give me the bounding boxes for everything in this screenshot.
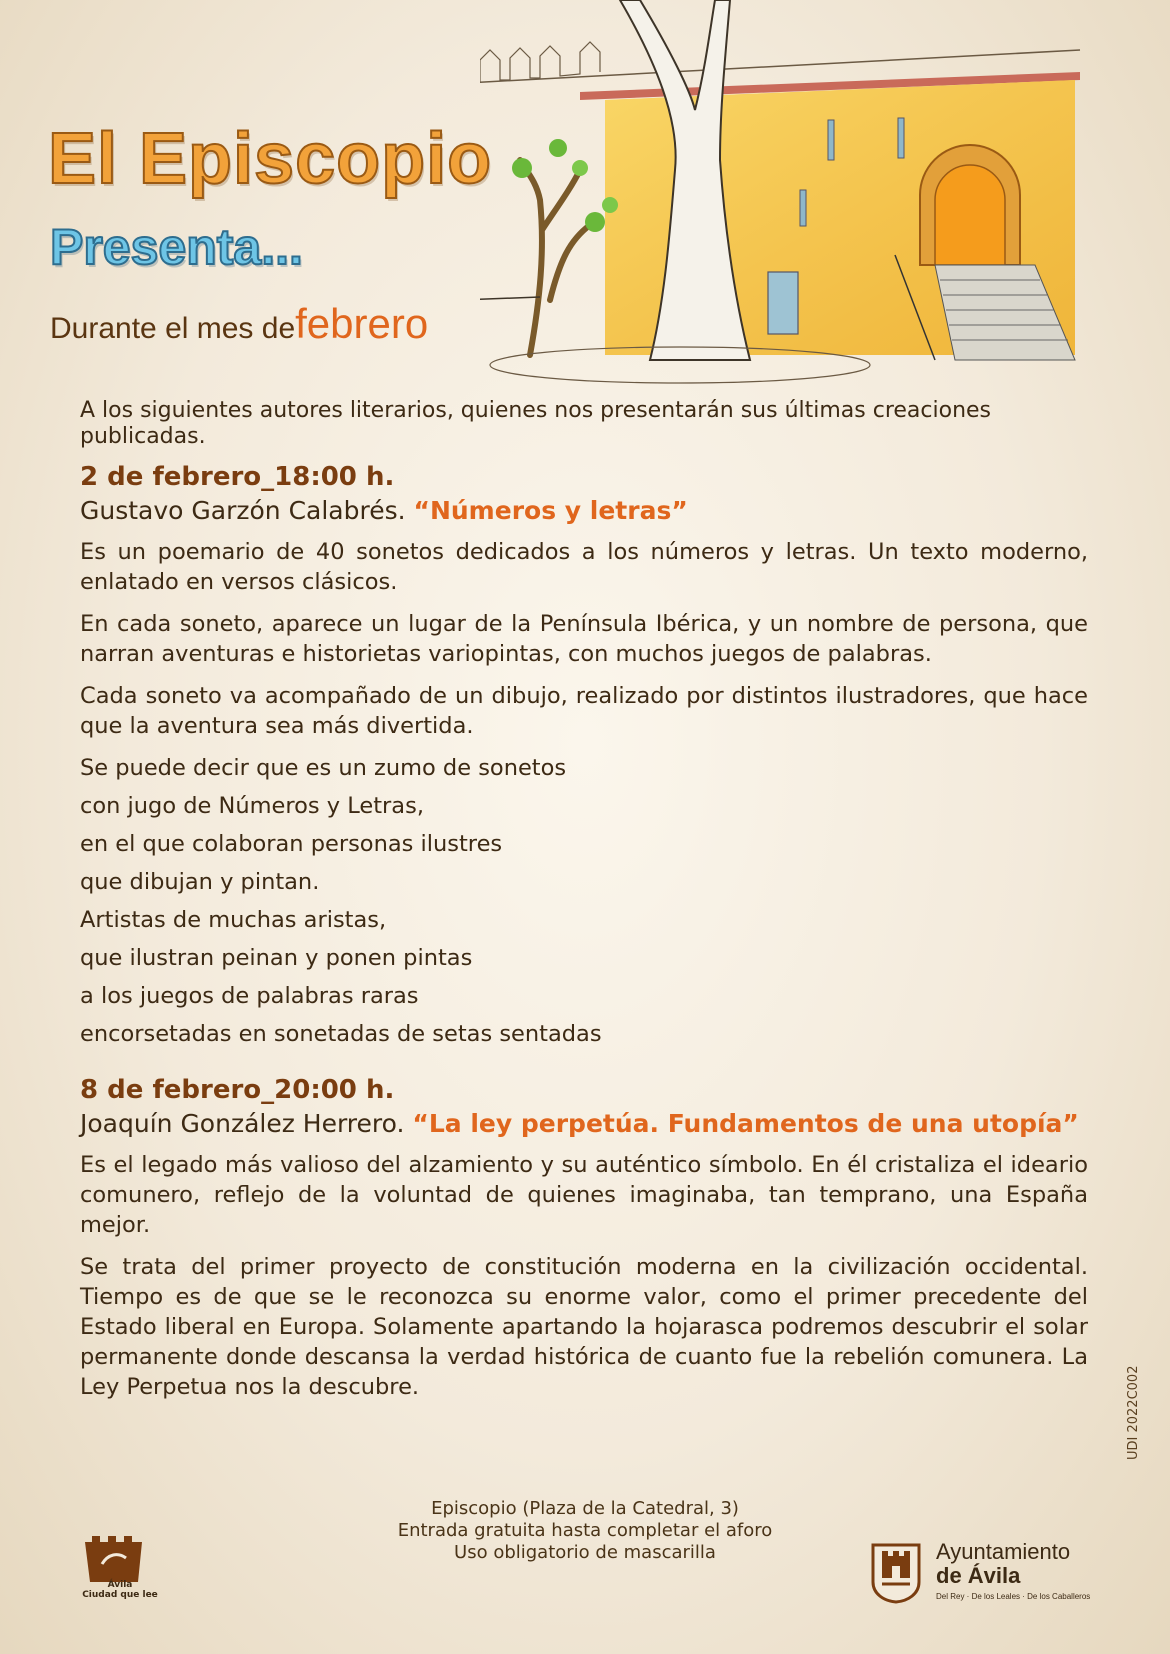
event-2-book: “La ley perpetúa. Fundamentos de una utopía” xyxy=(412,1109,1079,1138)
side-reference-code: UDI 2022C002 xyxy=(1126,1365,1141,1460)
header-title: El Episcopio xyxy=(48,119,493,199)
avila-logo-line1: Ávila xyxy=(107,1580,133,1590)
event-2-paragraph-1: Es el legado más valioso del alzamiento y su auténtico símbolo. En él cristaliza el ideario comunero, reflejo de la voluntad de quienes imaginaba, tan temprano, una España mejor. xyxy=(80,1152,1088,1238)
month-line xyxy=(50,300,428,348)
header-subtitle: Presenta... xyxy=(50,219,303,275)
intro-text: A los siguientes autores literarios, quienes nos presentarán sus últimas creaciones publicadas. xyxy=(80,398,992,449)
event-1-verse-4: que dibujan y pintan. xyxy=(80,869,320,895)
event-1-heading xyxy=(80,496,1088,525)
event-1-paragraph-3: Cada soneto va acompañado de un dibujo, realizado por distintos ilustradores, que hace que la aventura sea más divertida. xyxy=(80,683,1088,739)
event-1-verse-7: a los juegos de palabras raras xyxy=(80,983,419,1009)
footer-entry: Entrada gratuita hasta completar el aforo xyxy=(397,1520,773,1541)
ayuntamiento-line1: Ayuntamiento xyxy=(936,1539,1071,1564)
event-1-date: 2 de febrero_18:00 h. xyxy=(80,462,395,492)
event-2-paragraph-2: Se trata del primer proyecto de constitución moderna en la civilización occidental. Tiempo es de que se le reconozca su enorme valor, como el primer precedente del Estado liberal en Europa. Solamente apartando la hojarasca podremos descubrir el solar permanente donde descansa la verdad histórica de cuanto fue la rebelión comunera. La Ley Perpetua nos la descubre. xyxy=(80,1254,1088,1400)
event-1-paragraph-2: En cada soneto, aparece un lugar de la Península Ibérica, y un nombre de persona, que narran aventuras e historietas variopintas, con muchos juegos de palabras. xyxy=(80,611,1088,667)
avila-logo-line2: Ciudad que lee xyxy=(82,1590,158,1600)
ayuntamiento-motto: Del Rey · De los Leales · De los Caballeros xyxy=(936,1592,1091,1601)
event-2-author: Joaquín González Herrero. xyxy=(80,1109,405,1138)
ayuntamiento-crest-logo xyxy=(870,1542,922,1604)
month-prefix: Durante el mes de xyxy=(50,312,296,345)
event-1-verse-2: con jugo de Números y Letras, xyxy=(80,793,424,819)
ayuntamiento-text xyxy=(936,1540,1090,1601)
ayuntamiento-line2: de Ávila xyxy=(936,1563,1021,1588)
episcopio-building-illustration xyxy=(480,0,1120,390)
event-2-date: 8 de febrero_20:00 h. xyxy=(80,1075,395,1105)
event-1-verse-3: en el que colaboran personas ilustres xyxy=(80,831,503,857)
event-1-verse-5: Artistas de muchas aristas, xyxy=(80,907,387,933)
event-1-paragraph-1: Es un poemario de 40 sonetos dedicados a los números y letras. Un texto moderno, enlatado en versos clásicos. xyxy=(80,539,1088,595)
event-1-verse-6: que ilustran peinan y ponen pintas xyxy=(80,945,473,971)
event-1-author: Gustavo Garzón Calabrés. xyxy=(80,496,406,525)
avila-logo-text xyxy=(80,1580,160,1600)
event-2-heading xyxy=(80,1109,1088,1138)
main-content xyxy=(80,398,1088,1414)
month-name: febrero xyxy=(295,300,429,347)
event-1-book: “Números y letras” xyxy=(413,496,688,525)
event-1-verse-1: Se puede decir que es un zumo de sonetos xyxy=(80,755,567,781)
event-1-verse-8: encorsetadas en sonetadas de setas sentadas xyxy=(80,1021,602,1047)
footer-mask: Uso obligatorio de mascarilla xyxy=(454,1542,716,1563)
footer-location: Episcopio (Plaza de la Catedral, 3) xyxy=(431,1498,739,1519)
avila-ciudad-que-lee-logo xyxy=(80,1534,150,1584)
